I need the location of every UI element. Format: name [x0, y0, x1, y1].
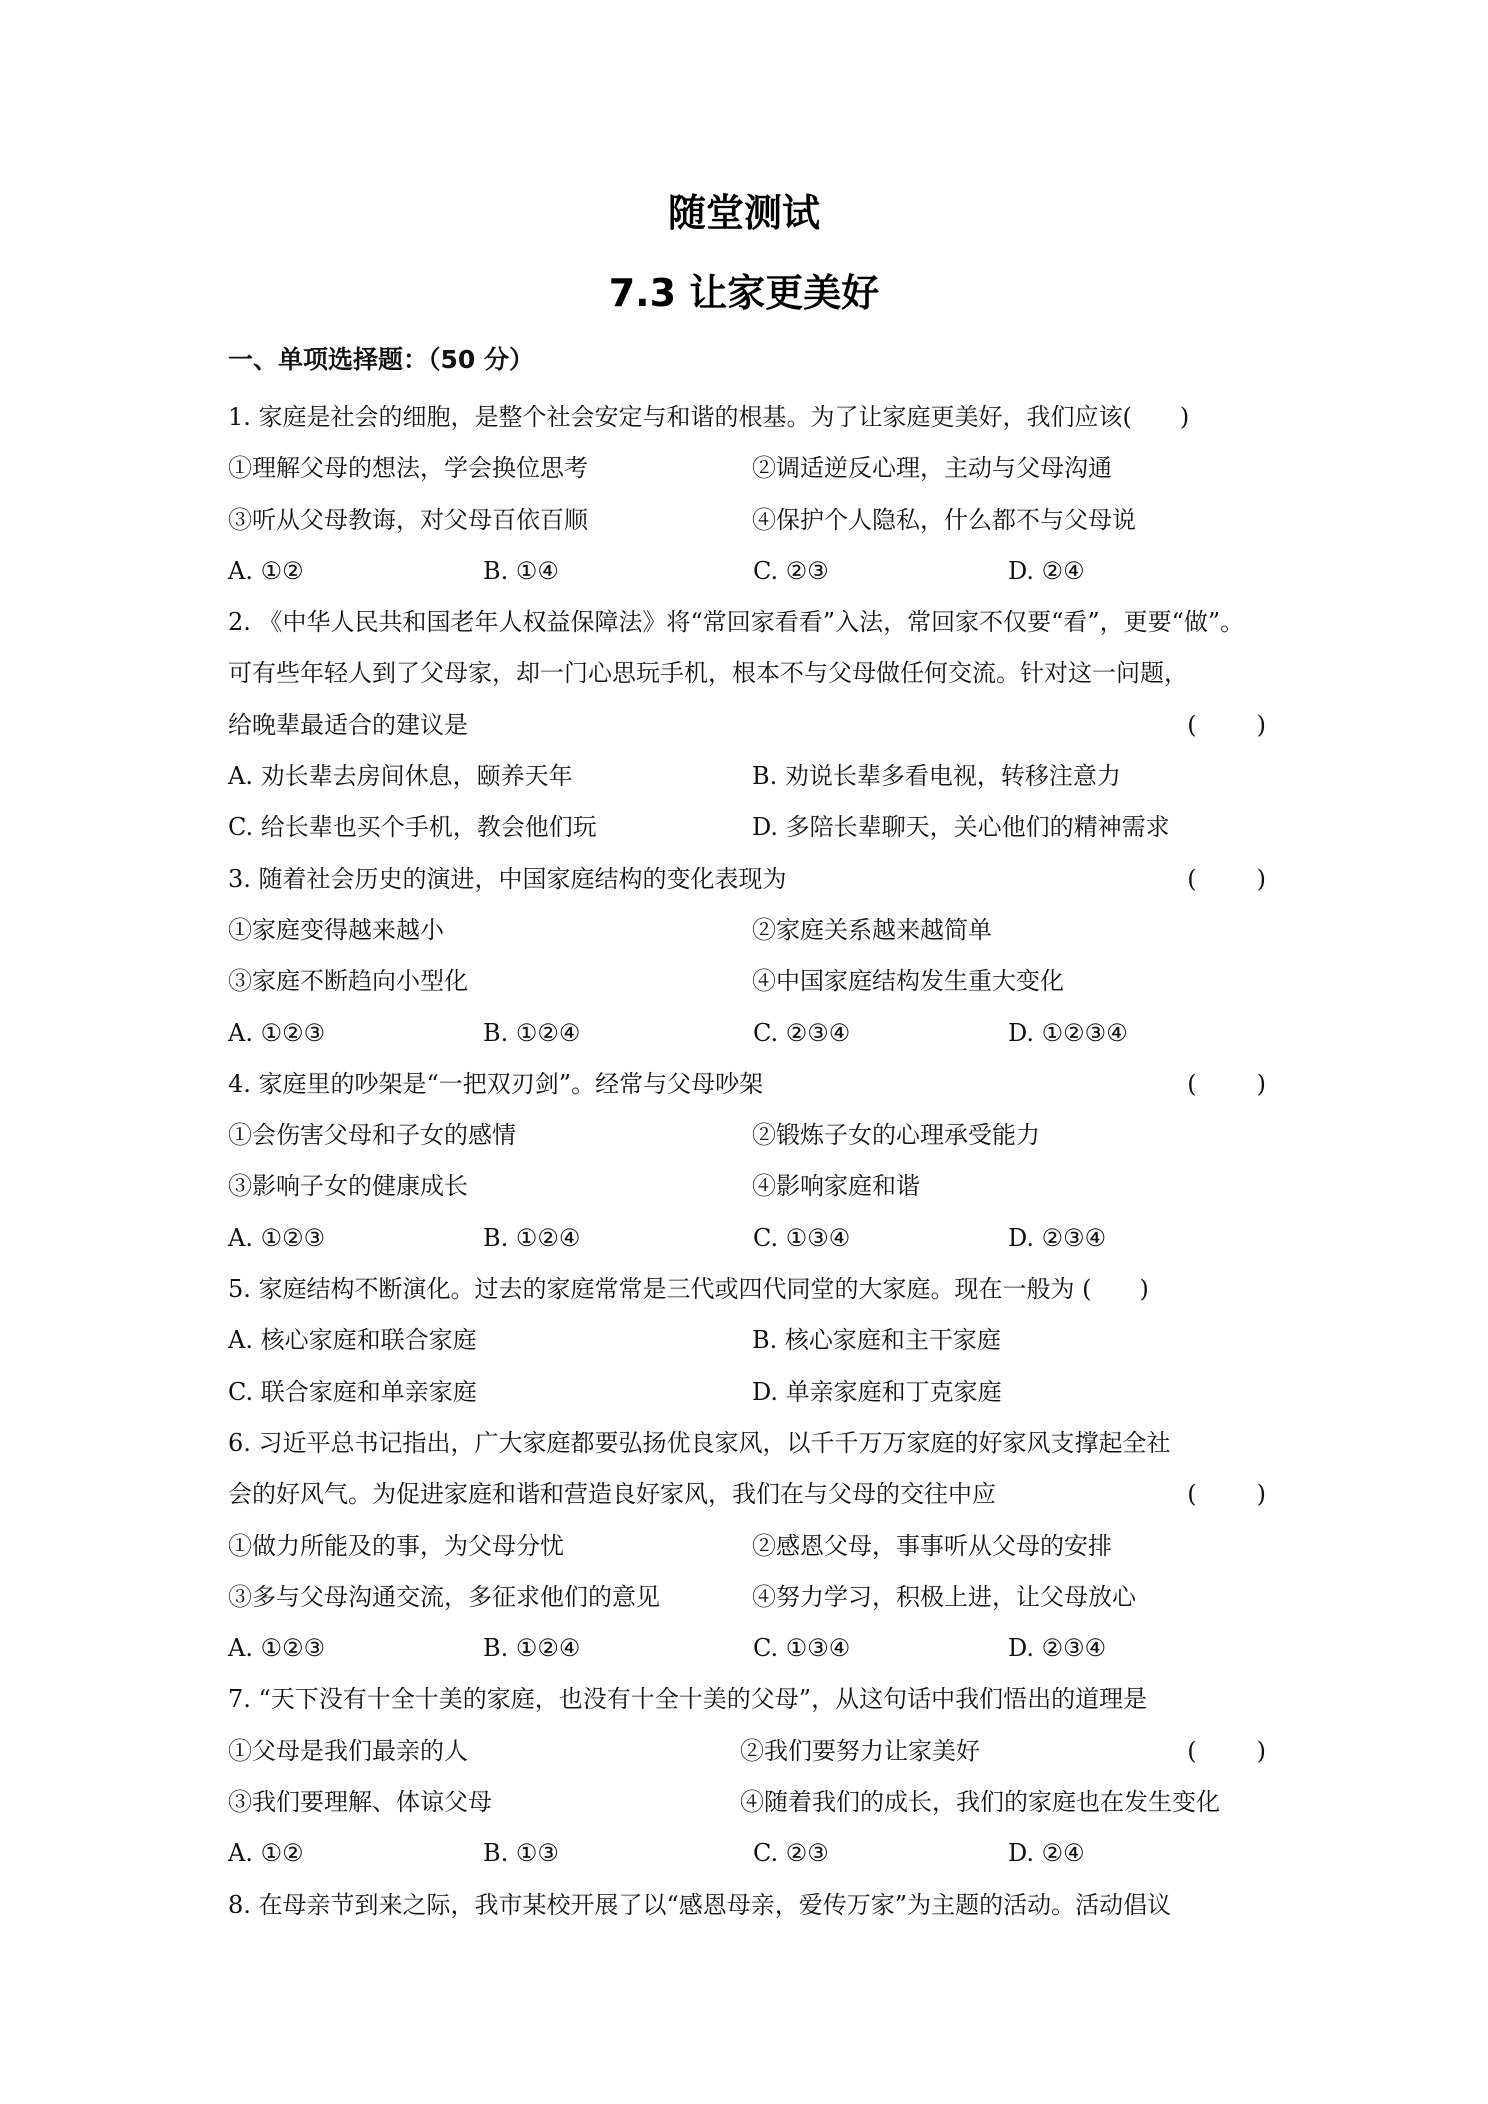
- option-c[interactable]: C. ①③④: [753, 1634, 851, 1663]
- statement: ①理解父母的想法，学会换位思考: [228, 454, 588, 483]
- option-c[interactable]: C. ①③④: [753, 1223, 851, 1252]
- answer-blank[interactable]: ( ): [1187, 1069, 1270, 1098]
- question-2-stem-line-2: 可有些年轻人到了父母家，却一门心思玩手机，根本不与父母做任何交流。针对这一问题，: [228, 659, 1188, 688]
- question-2-choices-row-2: [228, 802, 1270, 853]
- option-c[interactable]: C. 给长辈也买个手机，教会他们玩: [228, 813, 597, 842]
- answer-blank[interactable]: ( ): [1187, 710, 1270, 739]
- question-6-options: [228, 1623, 1270, 1674]
- option-a[interactable]: A. 核心家庭和联合家庭: [228, 1326, 477, 1355]
- statement: ③我们要理解、体谅父母: [228, 1788, 492, 1817]
- question-7-statements-row-2: [228, 1777, 1270, 1828]
- option-d[interactable]: D. ②④: [1008, 556, 1085, 585]
- page-subtitle: 7.3 让家更美好: [608, 271, 880, 315]
- question-5-choices-row-1: [228, 1315, 1270, 1366]
- question-8-stem: 8. 在母亲节到来之际，我市某校开展了以“感恩母亲，爱传万家”为主题的活动。活动倡议: [228, 1890, 1172, 1919]
- statement: ①做力所能及的事，为父母分忧: [228, 1531, 564, 1560]
- option-c[interactable]: C. ②③: [753, 1839, 829, 1868]
- option-a[interactable]: A. ①②③: [228, 1018, 326, 1047]
- question-4-statements-row-2: [228, 1161, 1270, 1212]
- option-a[interactable]: A. ①②③: [228, 1223, 326, 1252]
- answer-blank[interactable]: ( ): [1187, 1736, 1270, 1765]
- option-b[interactable]: B. ①④: [483, 556, 559, 585]
- option-a[interactable]: A. 劝长辈去房间休息，颐养天年: [228, 762, 573, 791]
- statement: ④努力学习，积极上进，让父母放心: [752, 1582, 1136, 1611]
- question-7-statements-row-1: [228, 1726, 1270, 1777]
- statement: ②锻炼子女的心理承受能力: [752, 1121, 1040, 1150]
- question-1-options: [228, 546, 1270, 597]
- question-3-statements-row-2: [228, 956, 1270, 1007]
- statement: ①会伤害父母和子女的感情: [228, 1121, 516, 1150]
- question-6-stem-line-2: 会的好风气。为促进家庭和谐和营造良好家风，我们在与父母的交往中应 ( ): [228, 1469, 1270, 1520]
- question-1-statements-row-1: [228, 443, 1270, 494]
- statement: ①家庭变得越来越小: [228, 915, 444, 944]
- question-6-statements-row-1: [228, 1521, 1270, 1572]
- question-2-stem-line-1: 2. 《中华人民共和国老年人权益保障法》将“常回家看看”入法，常回家不仅要“看”，更要“做”。: [228, 608, 1245, 637]
- option-d[interactable]: D. ②③④: [1008, 1634, 1107, 1663]
- question-list: [228, 392, 1270, 1931]
- statement: ②家庭关系越来越简单: [752, 915, 992, 944]
- option-b[interactable]: B. ①③: [483, 1839, 559, 1868]
- question-1-stem: 1. 家庭是社会的细胞，是整个社会安定与和谐的根基。为了让家庭更美好，我们应该( ): [228, 403, 1190, 431]
- answer-blank[interactable]: ( ): [1187, 864, 1270, 893]
- option-d[interactable]: D. ②④: [1008, 1839, 1085, 1868]
- option-d[interactable]: D. ②③④: [1008, 1223, 1107, 1252]
- statement: ①父母是我们最亲的人: [228, 1736, 468, 1765]
- question-2-choices-row-1: [228, 751, 1270, 802]
- statement: ④随着我们的成长，我们的家庭也在发生变化: [740, 1788, 1220, 1817]
- page-title: 随堂测试: [667, 191, 820, 235]
- question-4-stem: 4. 家庭里的吵架是“一把双刃剑”。经常与父母吵架 ( ): [228, 1059, 1270, 1110]
- option-a[interactable]: A. ①②: [228, 556, 304, 585]
- statement: ④保护个人隐私，什么都不与父母说: [752, 505, 1136, 534]
- question-7-options: [228, 1828, 1270, 1879]
- statement: ③听从父母教诲，对父母百依百顺: [228, 505, 588, 534]
- option-b[interactable]: B. ①②④: [483, 1223, 581, 1252]
- option-c[interactable]: C. ②③: [753, 556, 829, 585]
- option-b[interactable]: B. 劝说长辈多看电视，转移注意力: [752, 762, 1121, 791]
- option-b[interactable]: B. ①②④: [483, 1634, 581, 1663]
- question-5-stem: 5. 家庭结构不断演化。过去的家庭常常是三代或四代同堂的大家庭。现在一般为 ( ): [228, 1275, 1149, 1304]
- question-3-statements-row-1: [228, 905, 1270, 956]
- option-d[interactable]: D. 单亲家庭和丁克家庭: [752, 1377, 1002, 1406]
- option-a[interactable]: A. ①②: [228, 1839, 304, 1868]
- option-d[interactable]: D. 多陪长辈聊天，关心他们的精神需求: [752, 813, 1170, 842]
- question-6-stem-line-1: 6. 习近平总书记指出，广大家庭都要弘扬优良家风，以千千万万家庭的好家风支撑起全社: [228, 1428, 1171, 1457]
- statement: ③家庭不断趋向小型化: [228, 967, 468, 996]
- option-d[interactable]: D. ①②③④: [1008, 1018, 1128, 1047]
- option-c[interactable]: C. ②③④: [753, 1018, 851, 1047]
- option-c[interactable]: C. 联合家庭和单亲家庭: [228, 1377, 477, 1406]
- option-a[interactable]: A. ①②③: [228, 1634, 326, 1663]
- statement: ④中国家庭结构发生重大变化: [752, 967, 1064, 996]
- question-2-stem-line-3: 给晚辈最适合的建议是 ( ): [228, 700, 1270, 751]
- statement: ④影响家庭和谐: [752, 1172, 920, 1201]
- question-4-statements-row-1: [228, 1110, 1270, 1161]
- question-7-stem: 7. “天下没有十全十美的家庭，也没有十全十美的父母”，从这句话中我们悟出的道理是: [228, 1685, 1148, 1714]
- statement: ②调适逆反心理，主动与父母沟通: [752, 454, 1112, 483]
- question-4-options: [228, 1213, 1270, 1264]
- answer-blank[interactable]: ( ): [1187, 1480, 1270, 1509]
- question-3-options: [228, 1008, 1270, 1059]
- option-b[interactable]: B. 核心家庭和主干家庭: [752, 1326, 1001, 1355]
- statement: ②感恩父母，事事听从父母的安排: [752, 1531, 1112, 1560]
- option-b[interactable]: B. ①②④: [483, 1018, 581, 1047]
- statement: ③多与父母沟通交流，多征求他们的意见: [228, 1582, 660, 1611]
- statement: ③影响子女的健康成长: [228, 1172, 468, 1201]
- question-1-statements-row-2: [228, 495, 1270, 546]
- statement: ②我们要努力让家美好: [740, 1736, 980, 1765]
- section-heading: 一、单项选择题：（50 分）: [228, 345, 534, 374]
- question-5-choices-row-2: [228, 1367, 1270, 1418]
- question-6-statements-row-2: [228, 1572, 1270, 1623]
- question-3-stem: 3. 随着社会历史的演进，中国家庭结构的变化表现为 ( ): [228, 854, 1270, 905]
